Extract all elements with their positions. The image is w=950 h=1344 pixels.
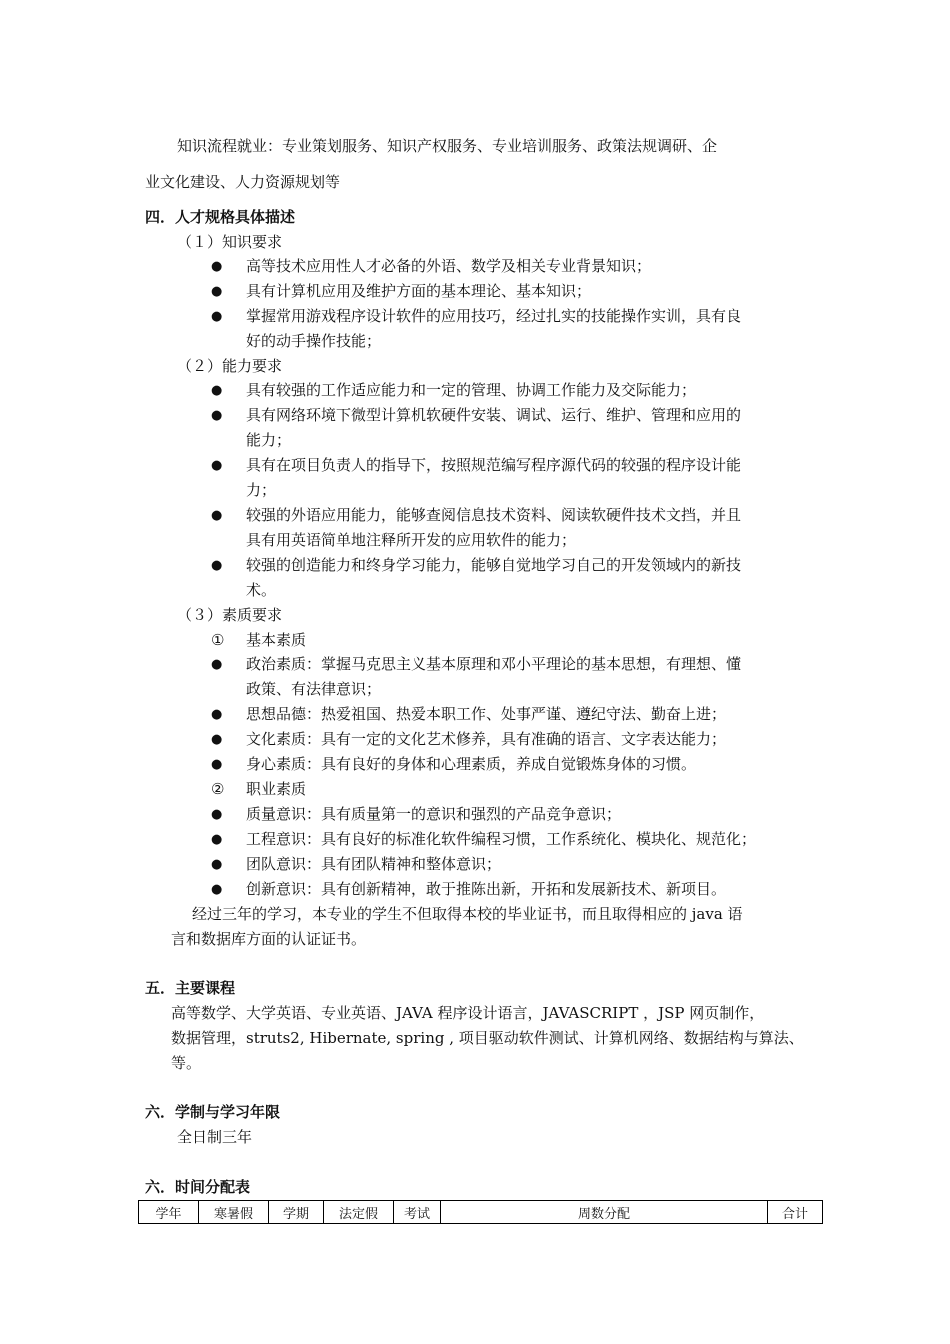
section-5-heading: 五．主要课程 — [145, 979, 236, 997]
bullet-icon: ● — [211, 309, 223, 324]
bullet-icon: ● — [211, 757, 223, 772]
professional-quality-item: 质量意识：具有质量第一的意识和强烈的产品竞争意识； — [246, 805, 622, 823]
bullet-icon: ● — [211, 284, 223, 299]
column-header-exam: 考试 — [394, 1201, 441, 1224]
professional-quality-item: 团队意识：具有团队精神和整体意识； — [246, 855, 502, 873]
knowledge-requirements-label: （１）知识要求 — [177, 233, 283, 251]
ability-requirements-label: （２）能力要求 — [177, 357, 283, 375]
ability-item-continued: 力； — [246, 481, 277, 499]
table-header-row — [139, 1201, 823, 1224]
quality-requirements-label: （３）素质要求 — [177, 606, 283, 624]
professional-quality-item: 工程意识：具有良好的标准化软件编程习惯，工作系统化、模块化、规范化； — [246, 830, 757, 848]
column-header-vacation: 寒暑假 — [199, 1201, 269, 1224]
bullet-icon: ● — [211, 882, 223, 897]
bullet-icon: ● — [211, 832, 223, 847]
bullet-icon: ● — [211, 857, 223, 872]
section-6-duration-heading: 六．学制与学习年限 — [145, 1103, 281, 1121]
time-allocation-table — [138, 1200, 823, 1224]
basic-quality-item: 身心素质：具有良好的身体和心理素质，养成自觉锻炼身体的习惯。 — [246, 755, 697, 773]
bullet-icon: ● — [211, 458, 223, 473]
circled-one-marker: ① — [211, 631, 225, 649]
professional-quality-label: 职业素质 — [246, 780, 307, 798]
ability-item: 具有较强的工作适应能力和一定的管理、协调工作能力及交际能力； — [246, 381, 697, 399]
ability-item: 较强的创造能力和终身学习能力，能够自觉地学习自己的开发领域内的新技 — [246, 556, 742, 574]
basic-quality-label: 基本素质 — [246, 631, 307, 649]
bullet-icon: ● — [211, 383, 223, 398]
bullet-icon: ● — [211, 408, 223, 423]
circled-two-marker: ② — [211, 780, 225, 798]
duration-text: 全日制三年 — [177, 1128, 253, 1146]
bullet-icon: ● — [211, 732, 223, 747]
basic-quality-item: 思想品德：热爱祖国、热爱本职工作、处事严谨、遵纪守法、勤奋上进； — [246, 705, 727, 723]
ability-item: 较强的外语应用能力，能够查阅信息技术资料、阅读软硬件技术文挡，并且 — [246, 506, 742, 524]
courses-line-1: 高等数学、大学英语、专业英语、JAVA 程序设计语言，JAVASCRIPT ，JSP 网页制作， — [171, 1004, 765, 1022]
knowledge-item: 具有计算机应用及维护方面的基本理论、基本知识； — [246, 282, 592, 300]
bullet-icon: ● — [211, 807, 223, 822]
column-header-holiday: 法定假 — [324, 1201, 394, 1224]
basic-quality-item: 文化素质：具有一定的文化艺术修养，具有准确的语言、文字表达能力； — [246, 730, 727, 748]
bullet-icon: ● — [211, 508, 223, 523]
knowledge-item: 掌握常用游戏程序设计软件的应用技巧，经过扎实的技能操作实训，具有良 — [246, 307, 742, 325]
bullet-icon: ● — [211, 259, 223, 274]
bullet-icon: ● — [211, 558, 223, 573]
column-header-total: 合计 — [768, 1201, 823, 1224]
column-header-semester: 学期 — [269, 1201, 324, 1224]
section-6-time-allocation-heading: 六．时间分配表 — [145, 1178, 251, 1196]
ability-item: 具有网络环境下微型计算机软硬件安装、调试、运行、维护、管理和应用的 — [246, 406, 742, 424]
intro-line-1: 知识流程就业：专业策划服务、知识产权服务、专业培训服务、政策法规调研、企 — [177, 137, 718, 155]
closing-line-1: 经过三年的学习，本专业的学生不但取得本校的毕业证书，而且取得相应的 java 语 — [192, 905, 743, 923]
ability-item-continued: 具有用英语简单地注释所开发的应用软件的能力； — [246, 531, 577, 549]
knowledge-item-continued: 好的动手操作技能； — [246, 332, 382, 350]
basic-quality-item-continued: 政策、有法律意识； — [246, 680, 382, 698]
bullet-icon: ● — [211, 657, 223, 672]
closing-line-2: 言和数据库方面的认证证书。 — [171, 930, 367, 948]
ability-item-continued: 术。 — [246, 581, 277, 599]
courses-line-2: 数据管理，struts2, Hibernate, spring , 项目驱动软件测试、计算机网络、数据结构与算法、 — [171, 1029, 804, 1047]
professional-quality-item: 创新意识：具有创新精神，敢于推陈出新，开拓和发展新技术、新项目。 — [246, 880, 727, 898]
ability-item: 具有在项目负责人的指导下，按照规范编写程序源代码的较强的程序设计能 — [246, 456, 742, 474]
column-header-school-year: 学年 — [139, 1201, 199, 1224]
column-header-week-distribution: 周数分配 — [441, 1201, 768, 1224]
bullet-icon: ● — [211, 707, 223, 722]
section-4-heading: 四．人才规格具体描述 — [145, 208, 296, 226]
basic-quality-item: 政治素质：掌握马克思主义基本原理和邓小平理论的基本思想，有理想、懂 — [246, 655, 742, 673]
ability-item-continued: 能力； — [246, 431, 292, 449]
intro-line-2: 业文化建设、人力资源规划等 — [145, 173, 341, 191]
courses-line-3: 等。 — [171, 1054, 202, 1072]
knowledge-item: 高等技术应用性人才必备的外语、数学及相关专业背景知识； — [246, 257, 652, 275]
